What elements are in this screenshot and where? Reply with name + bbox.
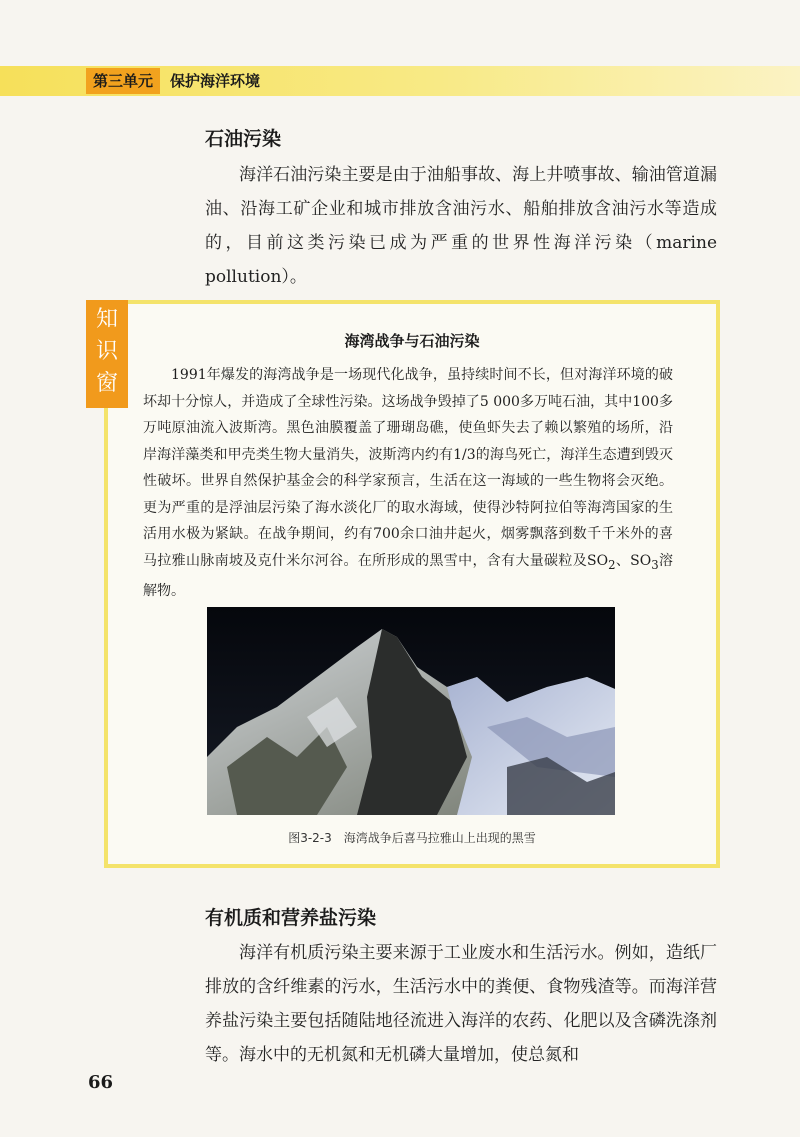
box-text-main: 1991年爆发的海湾战争是一场现代化战争，虽持续时间不长，但对海洋环境的破坏却十分惊人，并造成了全球性污染。这场战争毁掉了5 000多万吨石油，其中100多万吨原油流入波斯湾。黑色油膜覆盖了珊瑚岛礁，使鱼虾失去了赖以繁殖的场所，沿岸海洋藻类和甲壳类生物大量消失，波斯湾内约有1/3的海鸟死亡，海洋生态遭到毁灭性破坏。世界自然保护基金会的科学家预言，生活在这一海域的一些生物将会灭绝。更为严重的是浮油层污染了海水淡化厂的取水海域，使得沙特阿拉伯等海湾国家的生活用水极为紧缺。在战争期间，约有700余口油井起火，烟雾飘落到数千千米外的喜马拉雅山脉南坡及克什米尔河谷。在所形成的黑雪中，含有大量碳粒及SO bbox=[143, 367, 673, 569]
mountain-illustration bbox=[207, 607, 615, 815]
unit-label: 第三单元 bbox=[86, 68, 160, 94]
tab-char: 识 bbox=[95, 339, 118, 364]
unit-title: 保护海洋环境 bbox=[170, 72, 261, 90]
so2-subscript: 2 bbox=[608, 557, 616, 572]
knowledge-box-text bbox=[143, 362, 673, 604]
tab-char: 窗 bbox=[95, 371, 118, 396]
knowledge-box-tab bbox=[86, 300, 128, 408]
section-heading-oil: 石油污染 bbox=[205, 128, 282, 150]
figure-caption: 图3-2-3 海湾战争后喜马拉雅山上出现的黑雪 bbox=[288, 831, 536, 845]
paragraph-oil: 海洋石油污染主要是由于油船事故、海上井喷事故、输油管道漏油、沿海工矿企业和城市排放含油污水、船舶排放含油污水等造成的，目前这类污染已成为严重的世界性海洋污染（marine pollution）。 bbox=[205, 165, 717, 287]
paragraph-organic: 海洋有机质污染主要来源于工业废水和生活污水。例如，造纸厂排放的含纤维素的污水，生活污水中的粪便、食物残渣等。而海洋营养盐污染主要包括随陆地径流进入海洋的农药、化肥以及含磷洗涤剂等。海水中的无机氮和无机磷大量增加，使总氮和 bbox=[205, 943, 717, 1065]
black-snow-photo bbox=[207, 607, 615, 815]
knowledge-box-title: 海湾战争与石油污染 bbox=[344, 332, 480, 350]
box-text-end: 溶解物。 bbox=[143, 552, 673, 599]
so3-subscript: 3 bbox=[651, 557, 659, 572]
page-number: 66 bbox=[88, 1072, 114, 1093]
section-heading-organic: 有机质和营养盐污染 bbox=[205, 907, 377, 929]
box-text-between: 、SO bbox=[615, 552, 652, 569]
tab-char: 知 bbox=[95, 307, 118, 332]
